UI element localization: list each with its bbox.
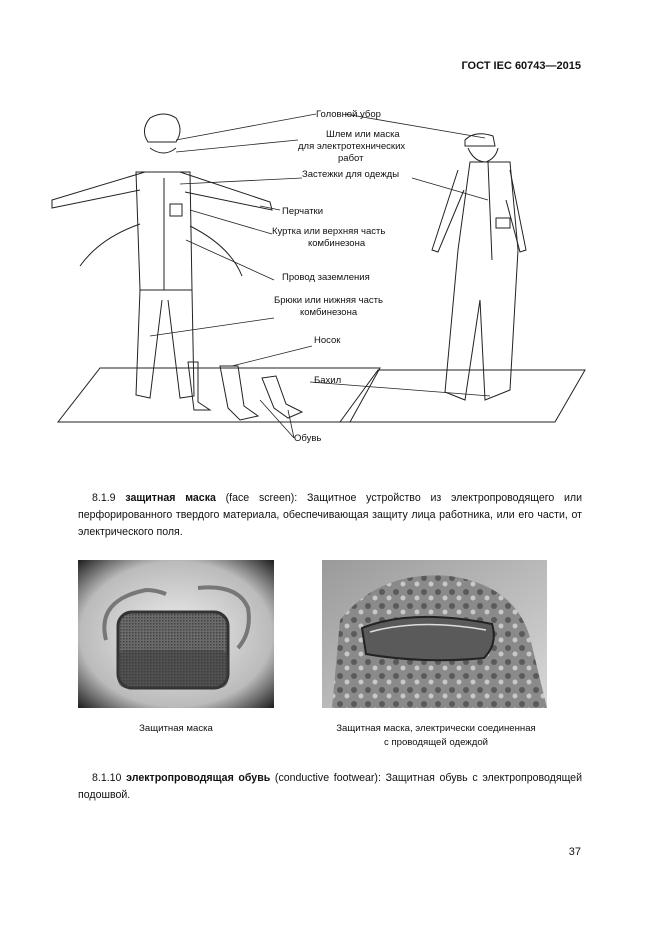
term-definition: : Защитное устройство из электропроводящего или перфорированного твердого материала, обеспечивающая защиту лица работника, или его части, от электрического поля.: [78, 492, 583, 538]
term-conductive-footwear: электропроводящая обувь: [126, 772, 271, 784]
label-footwear: Обувь: [294, 433, 322, 444]
label-overshoe: Бахил: [314, 375, 342, 386]
face-screen-photo: [78, 560, 274, 708]
label-gloves: Перчатки: [282, 206, 324, 217]
term-face-screen: защитная маска: [125, 492, 216, 504]
label-fasteners: Застежки для одежды: [302, 169, 400, 180]
caption-face-screen: Защитная маска: [139, 723, 213, 734]
caption-connected-line2: с проводящей одеждой: [383, 737, 489, 748]
term-english: (face screen): [215, 492, 295, 504]
label-trousers-line1: Брюки или нижняя часть: [274, 295, 383, 306]
section-number: 8.1.9: [92, 492, 116, 504]
page-number: 37: [568, 846, 581, 858]
front-figure-drawing: [52, 114, 302, 420]
side-figure-drawing: [432, 134, 526, 400]
section-number: 8.1.10: [92, 772, 122, 784]
paragraph-8-1-10: [78, 770, 582, 804]
paragraph-8-1-9: [78, 490, 582, 541]
face-screen-connected-photo: [322, 560, 547, 708]
label-helmet-line1: Шлем или маска: [326, 129, 400, 140]
label-helmet-line3: работ: [338, 153, 364, 164]
label-sock: Носок: [314, 335, 341, 346]
term-definition: : Защитная обувь с электропроводящей подошвой.: [78, 772, 582, 801]
protective-clothing-diagram: [40, 100, 620, 465]
label-jacket-line2: комбинезона: [308, 238, 366, 249]
term-english: (conductive footwear): [270, 772, 378, 784]
label-headgear: Головной убор: [316, 109, 381, 120]
right-floor-platform: [340, 370, 585, 422]
label-trousers-line2: комбинезона: [300, 307, 358, 318]
label-jacket-line1: Куртка или верхняя часть: [272, 226, 386, 237]
label-helmet-line2: для электротехнических: [298, 141, 406, 152]
label-ground-wire: Провод заземления: [282, 272, 370, 283]
document-header: ГОСТ IEC 60743—2015: [461, 60, 581, 72]
caption-connected-line1: Защитная маска, электрически соединенная: [336, 723, 536, 734]
